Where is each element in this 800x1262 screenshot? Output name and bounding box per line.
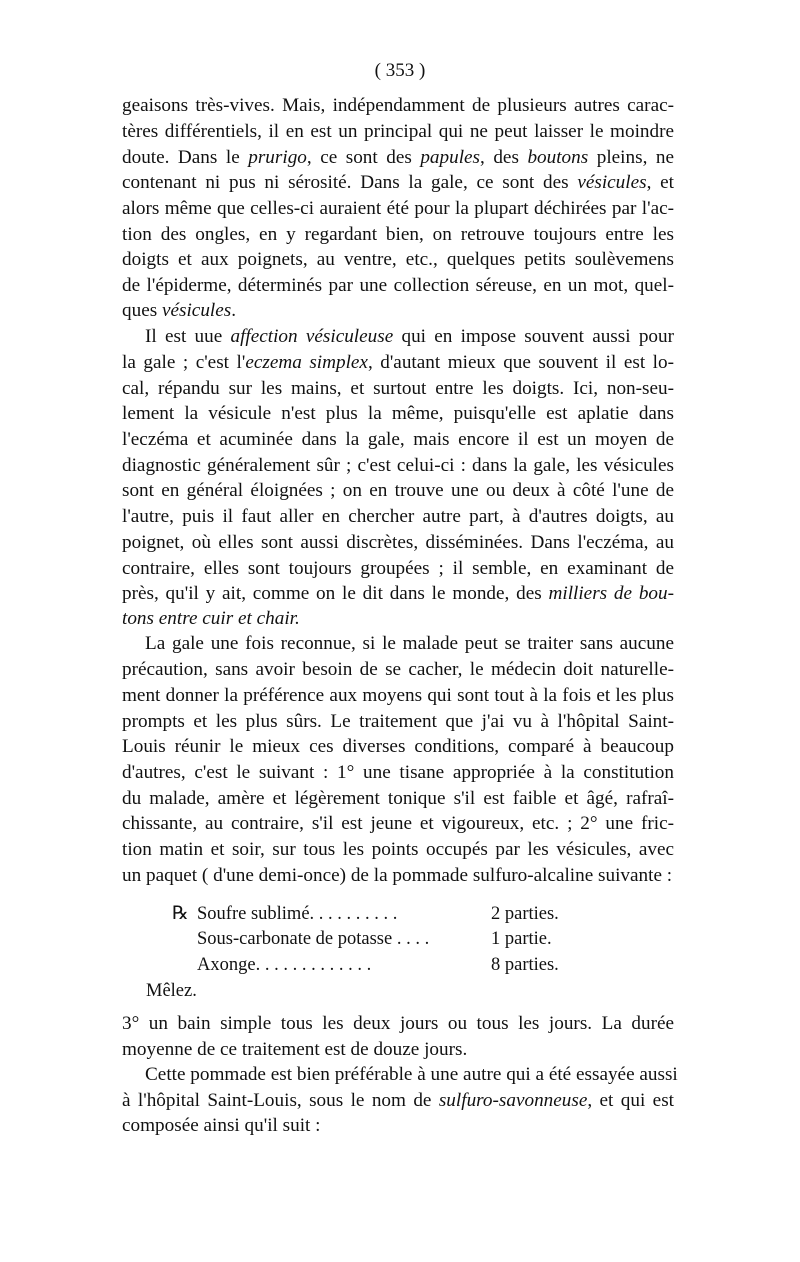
text-line: moyenne de ce traitement est de douze jours. xyxy=(122,1039,468,1060)
italic-term: milliers de bou- xyxy=(548,583,674,604)
text-line: ment donner la préférence aux moyens qui sont tout à la fois et les plus xyxy=(122,685,674,706)
text-line: tion matin et soir, sur tous les points occupés par les vésicules, avec xyxy=(122,839,674,860)
italic-term: vésicules xyxy=(577,172,647,193)
text-line: composée ainsi qu'il suit : xyxy=(122,1115,321,1136)
text-line: contraire, elles sont toujours groupées ; il semble, en examinant de xyxy=(122,558,674,579)
text-line xyxy=(122,607,674,631)
text-line: à l'hôpital Saint-Louis, sous le nom de sulfuro-savonneuse, et qui est xyxy=(122,1090,674,1111)
italic-term: vésicules xyxy=(161,300,232,321)
text-line: diagnostic généralement sûr ; c'est celui-ci : dans la gale, les vésicules xyxy=(122,455,674,476)
recipe-symbol-icon: ℞ xyxy=(172,904,189,924)
recipe-quantity: 1 partie. xyxy=(491,929,552,949)
recipe-quantity: 8 parties. xyxy=(491,955,559,975)
text-line: d'autres, c'est le suivant : 1° une tisane appropriée à la constitution xyxy=(122,762,674,783)
text-line: poignet, où elles sont aussi discrètes, disséminées. Dans l'eczéma, au xyxy=(122,532,674,553)
text-line: contenant ni pus ni sérosité. Dans la gale, ce sont des vésicules, et xyxy=(122,172,674,193)
italic-term: affection vésiculeuse xyxy=(230,326,394,347)
text-line: de l'épiderme, déterminés par une collection séreuse, en un mot, quel- xyxy=(122,275,674,296)
text-line: l'autre, puis il faut aller en chercher autre part, à d'autres doigts, au xyxy=(122,506,674,527)
text-line: précaution, sans avoir besoin de se cacher, le médecin doit naturelle- xyxy=(122,659,674,680)
text-line: prompts et les plus sûrs. Le traitement que j'ai vu à l'hôpital Saint- xyxy=(122,711,674,732)
text-line: un paquet ( d'une demi-once) de la pommade sulfuro-alcaline suivante : xyxy=(122,865,673,886)
text-line: du malade, amère et légèrement tonique s'il est faible et âgé, rafraî- xyxy=(122,788,674,809)
text-line: cal, répandu sur les mains, et surtout entre les doigts. Ici, non-seu- xyxy=(122,378,674,399)
text-line: Louis réunir le mieux ces diverses conditions, comparé à beaucoup xyxy=(122,736,674,757)
recipe-ingredient: Sous-carbonate de potasse . . . . xyxy=(197,929,430,949)
text-line: sont en général éloignées ; on en trouve une ou deux à côté l'une de xyxy=(122,480,674,501)
text-line: doute. Dans le prurigo, ce sont des papules, des boutons pleins, ne xyxy=(122,147,674,168)
text-line: La gale une fois reconnue, si le malade peut se traiter sans aucune xyxy=(145,633,674,654)
text-line: 3° un bain simple tous les deux jours ou tous les jours. La durée xyxy=(122,1013,674,1034)
text-line: alors même que celles-ci auraient été pour la plupart déchirées par l'ac- xyxy=(122,198,674,219)
page-number: ( 353 ) xyxy=(374,60,426,81)
text-line: Il est uue affection vésiculeuse qui en impose souvent aussi pour xyxy=(145,326,674,347)
text-line: l'eczéma et acuminée dans la gale, mais encore il est un moyen de xyxy=(122,429,674,450)
text-line: lement la vésicule n'est plus la même, puisqu'elle est aplatie dans xyxy=(122,403,674,424)
recipe-ingredient: Axonge. . . . . . . . . . . . . xyxy=(197,955,372,975)
text-line: ques vésicules. xyxy=(122,300,237,321)
recipe-instruction: Mêlez. xyxy=(146,981,197,1001)
recipe-ingredient: Soufre sublimé. . . . . . . . . . xyxy=(197,904,398,924)
recipe-quantity: 2 parties. xyxy=(491,904,559,924)
italic-term: prurigo xyxy=(248,147,307,168)
italic-term: boutons xyxy=(527,147,589,168)
text-line: Cette pommade est bien préférable à une autre qui a été essayée aussi xyxy=(145,1064,678,1085)
text-line: la gale ; c'est l'eczema simplex, d'autant mieux que souvent il est lo- xyxy=(122,352,674,373)
text-line: chissante, au contraire, s'il est jeune et vigoureux, etc. ; 2° une fric- xyxy=(122,813,674,834)
italic-term: papules xyxy=(420,147,481,168)
text-line: près, qu'il y ait, comme on le dit dans le monde, des milliers de bou- xyxy=(122,583,674,604)
text-line: tères différentiels, il en est un principal qui ne peut laisser le moindre xyxy=(122,121,674,142)
italic-term: sulfuro-savonneuse xyxy=(438,1090,588,1111)
italic-term: tons entre cuir et chair. xyxy=(122,608,300,629)
italic-term: eczema simplex xyxy=(245,352,368,373)
text-line: tion des ongles, en y regardant bien, on retrouve toujours entre les xyxy=(122,224,674,245)
text-line: geaisons très-vives. Mais, indépendamment de plusieurs autres carac- xyxy=(122,95,674,116)
text-line: doigts et aux poignets, au ventre, etc., quelques petits soulèvemens xyxy=(122,249,674,270)
